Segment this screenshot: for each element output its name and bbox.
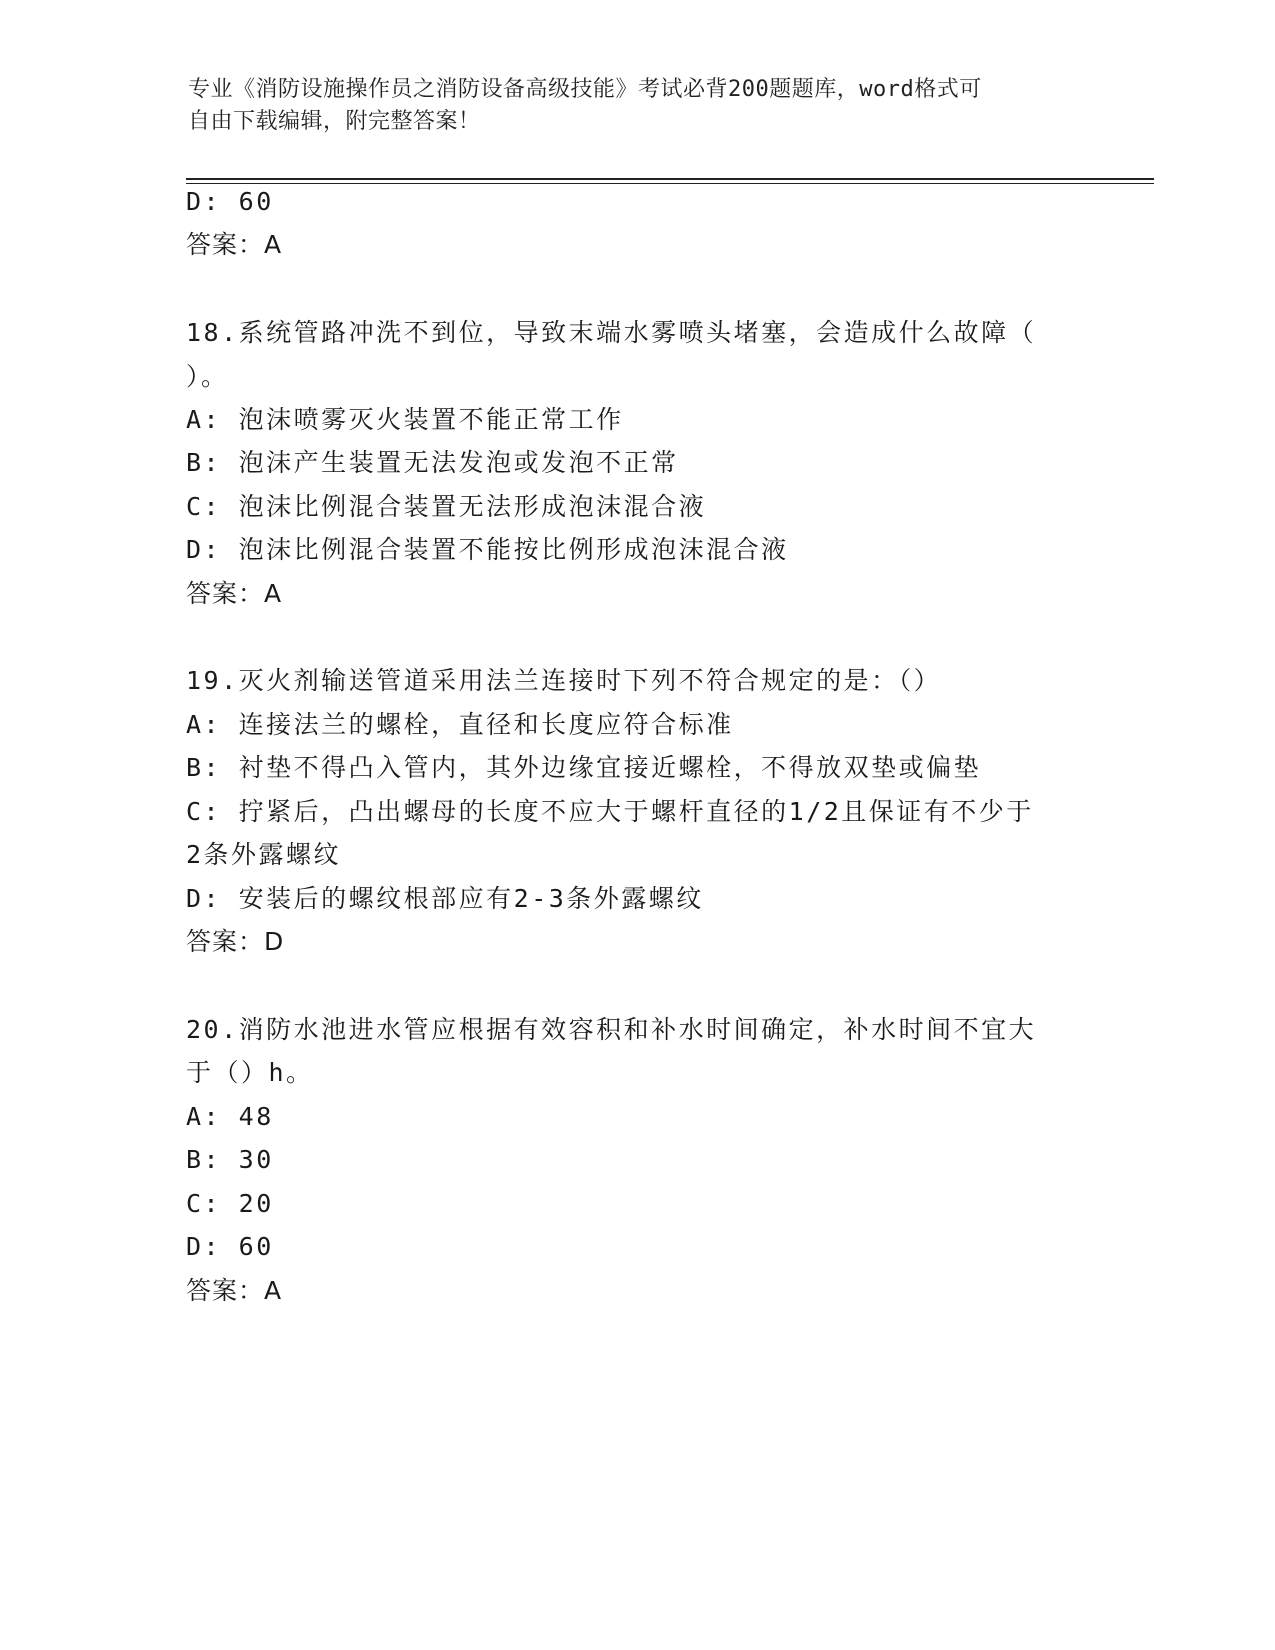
q19-option-c-line-2: 2条外露螺纹 <box>186 840 342 869</box>
q19-option-c-line-1: C: 拧紧后，凸出螺母的长度不应大于螺杆直径的1/2且保证有不少于 <box>186 797 1034 826</box>
q18-answer: 答案：A <box>186 579 283 608</box>
q20-option-a: A: 48 <box>186 1102 274 1131</box>
q18-stem-line-2: ）。 <box>186 362 229 391</box>
q19-stem-line-1: 19.灭火剂输送管道采用法兰连接时下列不符合规定的是：（） <box>186 666 942 695</box>
header-divider-thick <box>186 178 1154 180</box>
header-divider-thin <box>186 183 1154 184</box>
q20-option-b: B: 30 <box>186 1145 274 1174</box>
q19-option-d: D: 安装后的螺纹根部应有2-3条外露螺纹 <box>186 884 704 913</box>
q18-option-b: B: 泡沫产生装置无法发泡或发泡不正常 <box>186 448 679 477</box>
q19-option-a: A: 连接法兰的螺栓，直径和长度应符合标准 <box>186 710 734 739</box>
prev-option-d: D: 60 <box>186 187 274 216</box>
header-title-line-1: 专业《消防设施操作员之消防设备高级技能》考试必背200题题库，word格式可 <box>188 77 982 102</box>
document-header <box>188 74 1068 138</box>
q20-stem-line-1: 20.消防水池进水管应根据有效容积和补水时间确定，补水时间不宜大 <box>186 1015 1037 1044</box>
q20-option-d: D: 60 <box>186 1232 274 1261</box>
q18-option-d: D: 泡沫比例混合装置不能按比例形成泡沫混合液 <box>186 535 789 564</box>
q19-answer: 答案：D <box>186 927 285 956</box>
header-title-line-2: 自由下载编辑，附完整答案！ <box>188 109 481 134</box>
q18-stem-line-1: 18.系统管路冲洗不到位，导致末端水雾喷头堵塞，会造成什么故障（ <box>186 318 1037 347</box>
prev-answer: 答案：A <box>186 230 283 259</box>
q20-answer: 答案：A <box>186 1276 283 1305</box>
q20-option-c: C: 20 <box>186 1189 274 1218</box>
q19-option-b: B: 衬垫不得凸入管内，其外边缘宜接近螺栓，不得放双垫或偏垫 <box>186 753 982 782</box>
q18-option-a: A: 泡沫喷雾灭火装置不能正常工作 <box>186 405 624 434</box>
q18-option-c: C: 泡沫比例混合装置无法形成泡沫混合液 <box>186 492 707 521</box>
q20-stem-line-2: 于（）h。 <box>186 1058 314 1087</box>
